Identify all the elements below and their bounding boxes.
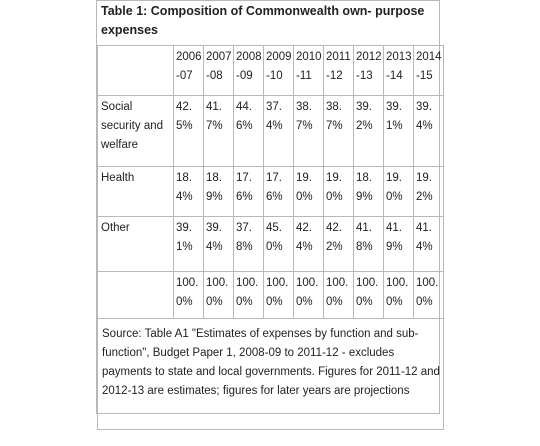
table-cell: 41.7%	[204, 96, 234, 167]
year-header: 2010-11	[294, 46, 324, 96]
table-cell: 100.0%	[414, 272, 444, 319]
total-row	[98, 272, 444, 319]
table-cell: 42.2%	[324, 217, 354, 272]
table-row	[98, 96, 444, 167]
row-label: Health	[98, 167, 174, 217]
source-note: Source: Table A1 "Estimates of expenses by function and sub-function", Budget Paper 1, 2008-09 to 2011-12 - excludes payments to state and local governments. Figures for 2011-12 and 2012-13 are estimates; figures for later years are projections	[98, 319, 444, 430]
header-corner-cell	[98, 46, 174, 96]
row-label: Other	[98, 217, 174, 272]
table-cell: 100.0%	[174, 272, 204, 319]
table-cell: 18.4%	[174, 167, 204, 217]
expenses-table	[97, 45, 444, 430]
table-cell: 42.5%	[174, 96, 204, 167]
table-row	[98, 167, 444, 217]
table-cell: 38.7%	[294, 96, 324, 167]
table-cell: 100.0%	[324, 272, 354, 319]
table-cell: 100.0%	[294, 272, 324, 319]
table-cell: 39.1%	[384, 96, 414, 167]
table-cell: 17.6%	[234, 167, 264, 217]
table-cell: 44.6%	[234, 96, 264, 167]
table-row	[98, 217, 444, 272]
table-cell: 100.0%	[204, 272, 234, 319]
year-header: 2007-08	[204, 46, 234, 96]
table-cell: 100.0%	[234, 272, 264, 319]
row-label: Social security and welfare	[98, 96, 174, 167]
row-label	[98, 272, 174, 319]
table-cell: 41.4%	[414, 217, 444, 272]
table-cell: 45.0%	[264, 217, 294, 272]
table-cell: 19.0%	[294, 167, 324, 217]
table-cell: 19.0%	[324, 167, 354, 217]
table-cell: 18.9%	[354, 167, 384, 217]
year-header: 2012-13	[354, 46, 384, 96]
table-cell: 38.7%	[324, 96, 354, 167]
table-cell: 41.9%	[384, 217, 414, 272]
expenses-table-frame	[96, 0, 440, 414]
table-cell: 39.1%	[174, 217, 204, 272]
year-header: 2008-09	[234, 46, 264, 96]
table-cell: 37.4%	[264, 96, 294, 167]
table-cell: 39.2%	[354, 96, 384, 167]
table-cell: 19.0%	[384, 167, 414, 217]
year-header: 2013-14	[384, 46, 414, 96]
year-header: 2006-07	[174, 46, 204, 96]
year-header: 2014-15	[414, 46, 444, 96]
table-cell: 39.4%	[204, 217, 234, 272]
table-cell: 39.4%	[414, 96, 444, 167]
table-cell: 100.0%	[354, 272, 384, 319]
source-row	[98, 319, 444, 430]
year-header: 2011-12	[324, 46, 354, 96]
table-cell: 42.4%	[294, 217, 324, 272]
table-cell: 17.6%	[264, 167, 294, 217]
table-cell: 100.0%	[384, 272, 414, 319]
table-cell: 41.8%	[354, 217, 384, 272]
table-cell: 19.2%	[414, 167, 444, 217]
table-cell: 37.8%	[234, 217, 264, 272]
table-cell: 100.0%	[264, 272, 294, 319]
year-header: 2009-10	[264, 46, 294, 96]
table-title: Table 1: Composition of Commonwealth own- purpose expenses	[97, 1, 439, 46]
table-cell: 18.9%	[204, 167, 234, 217]
header-row	[98, 46, 444, 96]
